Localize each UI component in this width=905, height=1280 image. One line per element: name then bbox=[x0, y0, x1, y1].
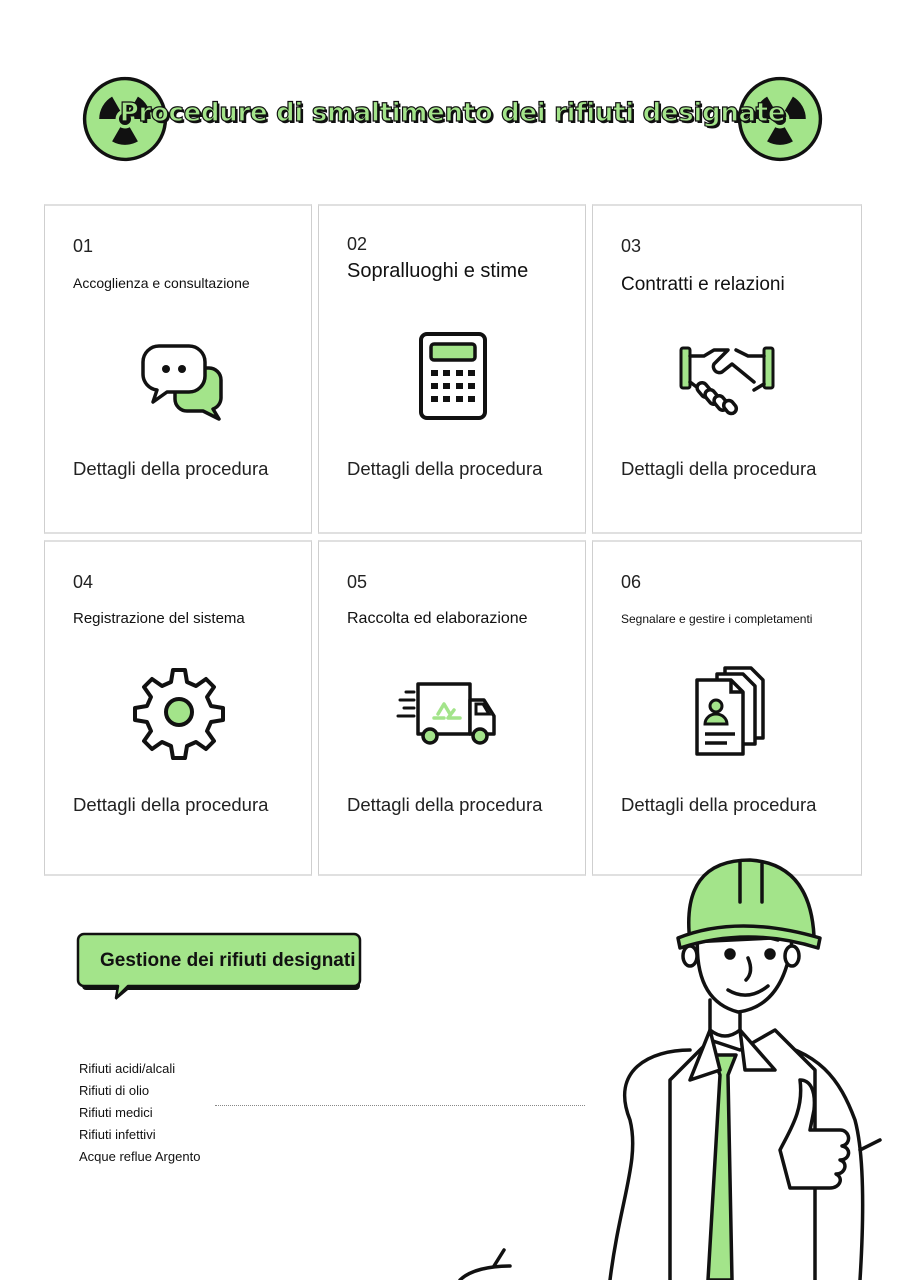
card-number: 03 bbox=[621, 236, 642, 256]
page-title: Procedure di smaltimento dei rifiuti designate bbox=[119, 98, 786, 128]
list-item: Rifiuti acidi/alcali bbox=[79, 1061, 176, 1076]
procedure-card-04 bbox=[44, 540, 312, 876]
card-number: 01 bbox=[73, 236, 94, 256]
card-label: Raccolta ed elaborazione bbox=[347, 610, 528, 627]
calculator-icon bbox=[403, 326, 503, 426]
list-item: Rifiuti di olio bbox=[79, 1083, 150, 1098]
procedure-card-02 bbox=[318, 204, 586, 534]
procedure-card-06 bbox=[592, 540, 862, 876]
section-title: Gestione dei rifiuti designati bbox=[100, 950, 356, 971]
card-detail: Dettagli della procedura bbox=[347, 458, 543, 479]
card-number: 06 bbox=[621, 572, 642, 592]
card-label: Sopralluoghi e stime bbox=[347, 260, 529, 282]
documents-icon bbox=[677, 662, 777, 762]
card-detail: Dettagli della procedura bbox=[621, 458, 817, 479]
card-detail: Dettagli della procedura bbox=[347, 794, 543, 815]
card-number: 05 bbox=[347, 572, 368, 592]
gear-icon bbox=[129, 662, 229, 762]
chat-bubbles-icon bbox=[129, 326, 229, 426]
list-item: Rifiuti infettivi bbox=[79, 1127, 156, 1142]
list-item: Rifiuti medici bbox=[79, 1105, 153, 1120]
recycling-truck-icon bbox=[383, 662, 513, 762]
card-label: Contratti e relazioni bbox=[621, 274, 785, 295]
handshake-icon bbox=[677, 326, 777, 426]
card-number: 04 bbox=[73, 572, 94, 592]
procedure-card-03 bbox=[592, 204, 862, 534]
card-label: Accoglienza e consultazione bbox=[73, 275, 250, 291]
card-detail: Dettagli della procedura bbox=[621, 794, 817, 815]
procedure-card-01 bbox=[44, 204, 312, 534]
card-label: Segnalare e gestire i completamenti bbox=[621, 612, 813, 626]
card-detail: Dettagli della procedura bbox=[73, 794, 269, 815]
procedure-card-05 bbox=[318, 540, 586, 876]
card-label: Registrazione del sistema bbox=[73, 610, 245, 627]
waste-list bbox=[79, 1058, 200, 1168]
engineer-illustration bbox=[440, 850, 905, 1280]
card-number: 02 bbox=[347, 234, 368, 254]
card-detail: Dettagli della procedura bbox=[73, 458, 269, 479]
list-item: Acque reflue Argento bbox=[79, 1149, 201, 1164]
procedure-grid bbox=[44, 204, 862, 876]
